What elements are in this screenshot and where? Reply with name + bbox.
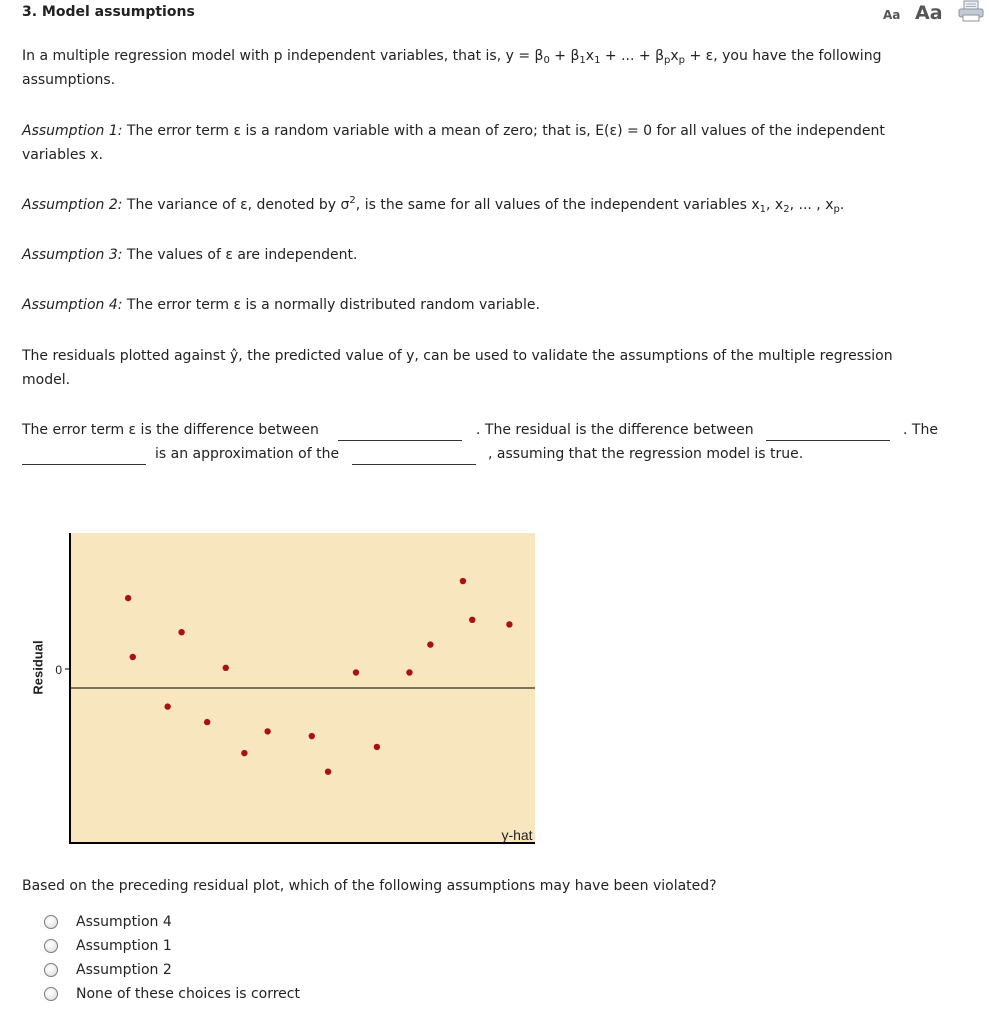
radio-button[interactable]: [44, 987, 58, 1001]
data-point-17: [506, 621, 512, 627]
x-axis-label: y-hat: [501, 827, 533, 843]
data-point-12: [374, 744, 380, 750]
fill-text-5: , assuming that the regression model is true.: [488, 446, 804, 462]
option-label: Assumption 2: [76, 962, 172, 978]
fill-text-4: is an approximation of the: [155, 446, 340, 462]
data-point-10: [325, 769, 331, 775]
assumption-4: Assumption 4: The error term ε is a normally distributed random variable.: [22, 297, 540, 313]
data-point-15: [460, 578, 466, 584]
question-title: 3. Model assumptions: [22, 4, 195, 20]
printer-icon[interactable]: [958, 0, 984, 22]
data-point-4: [178, 629, 184, 635]
data-point-14: [427, 641, 433, 647]
y-tick-label-zero: 0: [55, 663, 62, 677]
data-point-7: [241, 750, 247, 756]
assumption-3: Assumption 3: The values of ε are independent.: [22, 247, 358, 263]
data-point-11: [353, 669, 359, 675]
data-point-3: [164, 703, 170, 709]
data-points: [125, 578, 513, 775]
answer-options: [44, 910, 300, 1006]
blank-4-dropdown[interactable]: [352, 450, 476, 465]
radio-button[interactable]: [44, 915, 58, 929]
font-size-large-button[interactable]: Aa: [915, 2, 943, 24]
radio-button[interactable]: [44, 963, 58, 977]
data-point-5: [204, 719, 210, 725]
question-text: Based on the preceding residual plot, which of the following assumptions may have been violated?: [22, 878, 717, 894]
fill-text-1: The error term ε is the difference between: [22, 422, 319, 438]
assumption-2: Assumption 2: The variance of ε, denoted by $\sigma^2$, is the same for all values of the independent variables $x_1$, $x_2$, ... , $x_p$.: [22, 195, 845, 215]
option-assumption-2[interactable]: [44, 958, 300, 982]
radio-button[interactable]: [44, 939, 58, 953]
option-assumption-1[interactable]: [44, 934, 300, 958]
intro-paragraph: In a multiple regression model with p independent variables, that is, $y = \beta_0 + \beta_1x_1$ + ... + $\beta_px_p + \varepsilon$, you have the following assumptions.: [22, 48, 882, 88]
y-axis-label: Residual: [30, 640, 46, 695]
option-label: None of these choices is correct: [76, 986, 300, 1002]
data-point-13: [406, 669, 412, 675]
data-point-9: [309, 733, 315, 739]
font-size-small-button[interactable]: Aa: [883, 8, 901, 22]
residuals-paragraph: The residuals plotted against ŷ, the predicted value of y, can be used to validate the assumptions of the multiple regression model.: [22, 348, 893, 388]
data-point-8: [264, 728, 270, 734]
blank-2-dropdown[interactable]: [766, 426, 890, 441]
residual-plot: [0, 520, 560, 860]
data-point-16: [469, 617, 475, 623]
option-label: Assumption 4: [76, 914, 172, 930]
data-point-6: [223, 665, 229, 671]
assumption-1: Assumption 1: The error term ε is a random variable with a mean of zero; that is, E(ε) = 0 for all values of the independent variables x.: [22, 123, 885, 163]
data-point-2: [130, 654, 136, 660]
fill-text-2: . The residual is the difference between: [476, 422, 754, 438]
option-none-correct[interactable]: [44, 982, 300, 1006]
option-assumption-4[interactable]: [44, 910, 300, 934]
data-point-1: [125, 595, 131, 601]
blank-1-dropdown[interactable]: [338, 426, 462, 441]
option-label: Assumption 1: [76, 938, 172, 954]
fill-text-3: . The: [903, 422, 938, 438]
blank-3-dropdown[interactable]: [22, 450, 146, 465]
